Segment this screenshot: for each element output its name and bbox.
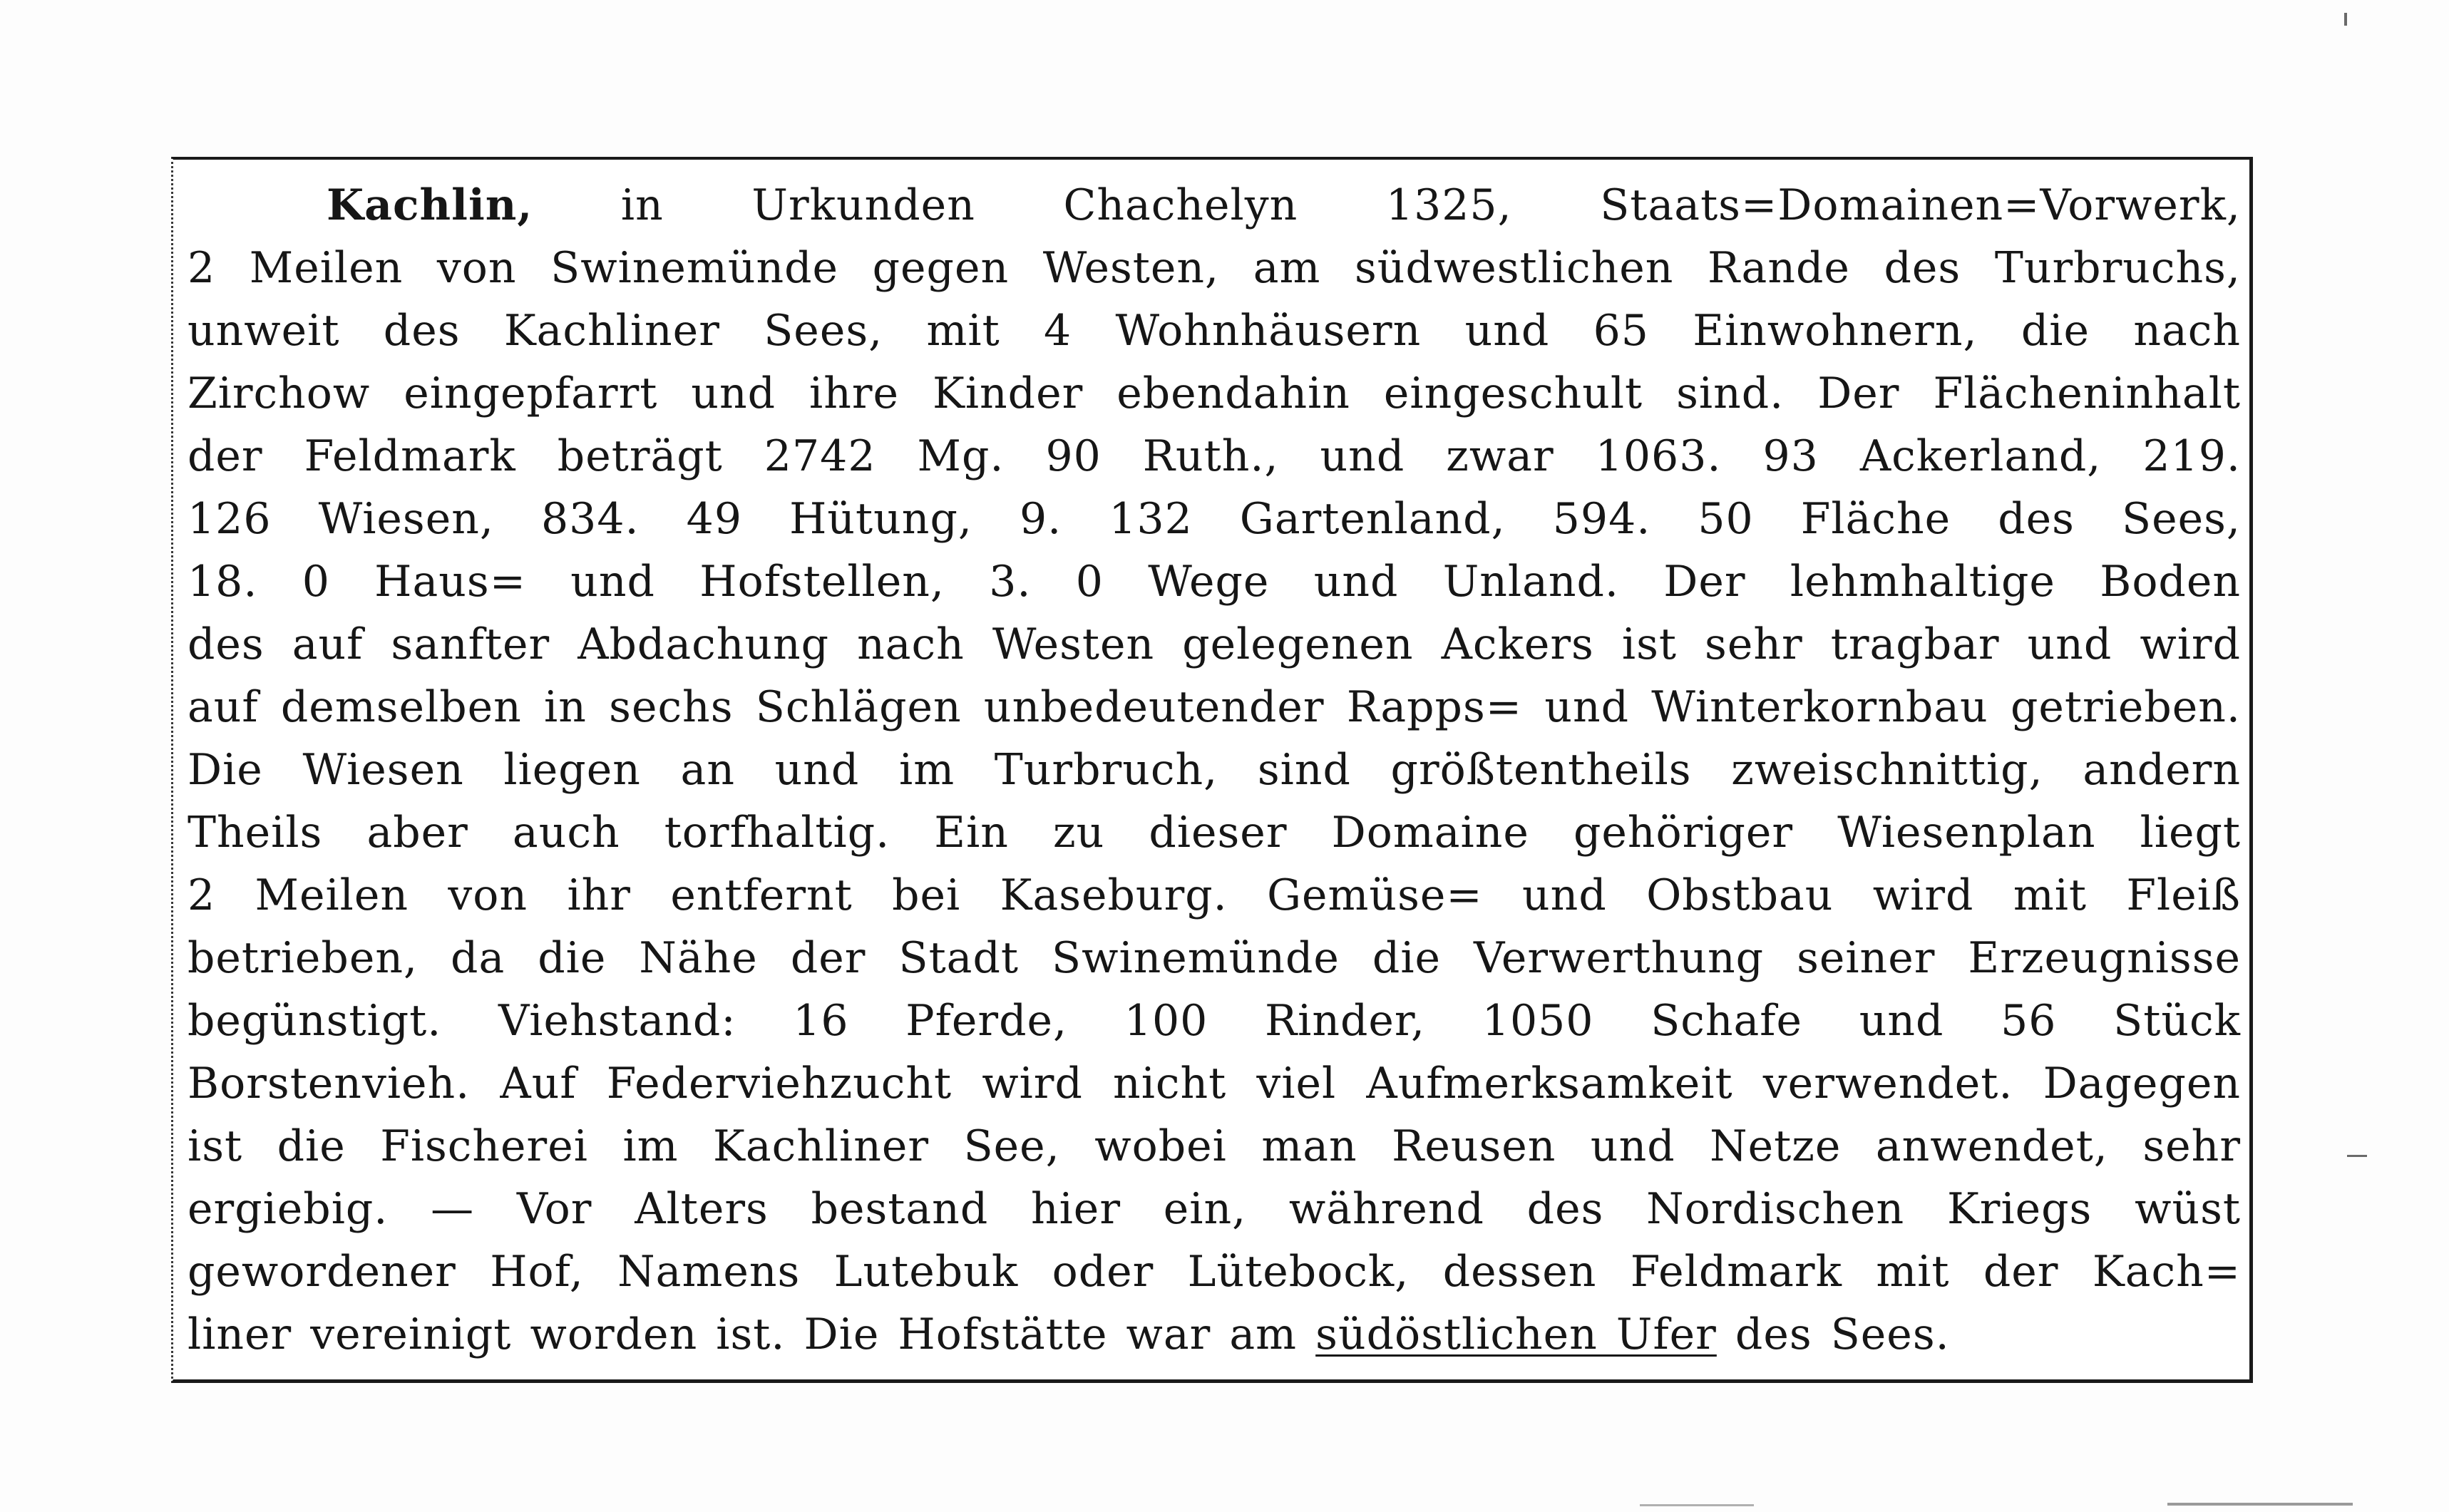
gazetteer-entry [188, 174, 2241, 1366]
entry-line: Zirchow eingepfarrt und ihre Kinder ebendahin eingeschult sind. Der Flächeninhalt [188, 369, 2241, 418]
entry-line: ergiebig. — Vor Alters bestand hier ein, während des Nordischen Kriegs wüst [188, 1184, 2241, 1234]
entry-line: Die Wiesen liegen an und im Turbruch, sind größtentheils zweischnittig, andern [188, 745, 2241, 795]
newspaper-clipping [171, 157, 2253, 1383]
entry-line: Borstenvieh. Auf Federviehzucht wird nicht viel Aufmerksamkeit verwendet. Dagegen [188, 1059, 2241, 1109]
entry-headword: Kachlin, [327, 180, 533, 230]
entry-line-text: liner vereinigt worden ist. Die Hofstätte war am [188, 1310, 1316, 1359]
entry-line [188, 174, 2241, 237]
entry-line: betrieben, da die Nähe der Stadt Swinemünde die Verwerthung seiner Erzeugnisse [188, 933, 2241, 983]
entry-line: begünstigt. Viehstand: 16 Pferde, 100 Rinder, 1050 Schafe und 56 Stück [188, 996, 2241, 1046]
entry-line: 18. 0 Haus= und Hofstellen, 3. 0 Wege und Unland. Der lehmhaltige Boden [188, 557, 2241, 607]
underlined-phrase: südöstlichen Ufer [1315, 1310, 1717, 1359]
entry-line: gewordener Hof, Namens Lutebuk oder Lütebock, dessen Feldmark mit der Kach= [188, 1247, 2241, 1297]
entry-line [188, 1303, 2241, 1366]
entry-line: auf demselben in sechs Schlägen unbedeutender Rapps= und Winterkornbau getrieben. [188, 682, 2241, 732]
entry-line: ist die Fischerei im Kachliner See, wobei man Reusen und Netze anwendet, sehr [188, 1121, 2241, 1171]
entry-line: Theils aber auch torfhaltig. Ein zu dieser Domaine gehöriger Wiesenplan liegt [188, 808, 2241, 858]
entry-line-text: des Sees. [1716, 1310, 1950, 1359]
entry-line-text: in Urkunden Chachelyn 1325, Staats=Domainen=Vorwerk, [533, 180, 2241, 230]
entry-line: 2 Meilen von Swinemünde gegen Westen, am südwestlichen Rande des Turbruchs, [188, 243, 2241, 293]
scan-edge-mark [2167, 1503, 2353, 1506]
entry-line: 2 Meilen von ihr entfernt bei Kaseburg. Gemüse= und Obstbau wird mit Fleiß [188, 870, 2241, 920]
scan-speck [2344, 13, 2347, 26]
entry-line: des auf sanfter Abdachung nach Westen gelegenen Ackers ist sehr tragbar und wird [188, 619, 2241, 669]
entry-line: unweit des Kachliner Sees, mit 4 Wohnhäusern und 65 Einwohnern, die nach [188, 306, 2241, 356]
entry-line: 126 Wiesen, 834. 49 Hütung, 9. 132 Gartenland, 594. 50 Fläche des Sees, [188, 494, 2241, 544]
scan-edge-mark [1640, 1504, 1754, 1506]
entry-line: der Feldmark beträgt 2742 Mg. 90 Ruth., und zwar 1063. 93 Ackerland, 219. [188, 431, 2241, 481]
scan-speck [2347, 1155, 2367, 1157]
